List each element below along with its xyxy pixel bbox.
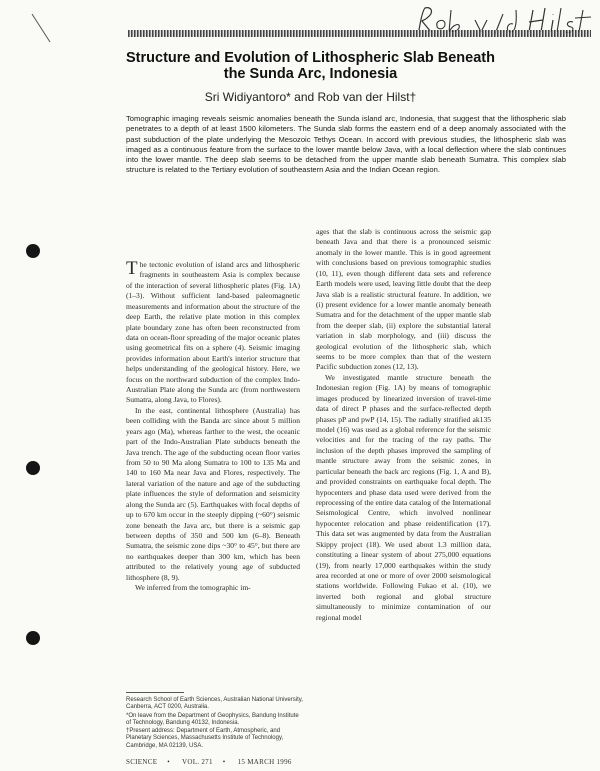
journal-date: 15 MARCH 1996	[237, 758, 292, 766]
drop-cap: T	[126, 260, 138, 279]
punch-hole	[26, 461, 40, 475]
journal-name: SCIENCE	[126, 758, 158, 766]
footnotes	[126, 697, 304, 751]
article-title: Structure and Evolution of Lithospheric Slab Beneath the Sunda Arc, Indonesia	[126, 50, 495, 82]
body-column-left	[126, 260, 300, 687]
footnote-on-leave: *On leave from the Department of Geophysics, Bandung Institute of Technology, Bandung 40132, Indonesia.	[126, 712, 299, 726]
page-footer: SCIENCE • VOL. 271 • 15 MARCH 1996	[126, 758, 292, 766]
body-column-right	[316, 227, 491, 759]
paragraph: ages that the slab is continuous across the seismic gap beneath Java and that there is a pronounced seismic anomaly in the lower mantle. This is in good agreement with conclusions based on previous tomographic studies (10, 11), even though different data sets and reference Earth models were used, leaving little doubt that the deep Java slab is a realistic structural feature. In addition, we (i) present evidence for a lower mantle anomaly beneath Sumatra and for the detachment of the upper mantle slab from the deeper slab, (ii) explore the substantial lateral variation in slab morphology, and (iii) discuss the geological evolution of the lithospheric slab, which seems to be more complex than that of the western Pacific subduction zones (12, 13).	[316, 227, 491, 372]
article-authors: Sri Widiyantoro* and Rob van der Hilst†	[204, 90, 417, 104]
paragraph: In the east, continental lithosphere (Australia) has been colliding with the Banda arc since about 5 million years ago (Ma), whereas farther to the west, the oceanic part of the Indo-Australian Plate subducts beneath the Java trench. The age of the subducting ocean floor varies from 50 to 90 Ma along Sumatra to 100 to 135 Ma and 140 to 160 Ma near Java and Flores, respectively. The lateral variation of the nature and age of the subducting plate influences the style of deformation and seismicity along the Sunda arc (5). Earthquakes with focal depths of up to 670 km occur in the steeply dipping (~60°) seismic zone beneath the Java arc, but there is a seismic gap between depths of 350 and 500 km (6–8). Beneath Sumatra, the seismic zone dips ~30° to 45°, but there are no earthquakes deeper than 300 km, which has been attributed to the relatively young age of subducted lithosphere (8, 9).	[126, 405, 300, 582]
journal-volume: VOL. 271	[181, 758, 213, 766]
footnote-rule	[126, 692, 184, 693]
article-abstract: Tomographic imaging reveals seismic anomalies beneath the Sunda island arc, Indonesia, that suggest that the lithospheric slab penetrates to a depth of at least 1500 kilometers. The Sunda slab forms the eastern end of a deep anomaly associated with the past subduction of the plate underlying the Mesozoic Tethys Ocean. In accord with previous studies, the lithospheric slab was imaged as a continuous feature from the surface to the lower mantle below Java, with a local deflection where the slab continues into the lower mantle. The deep slab seems to be detached from the upper mantle slab beneath Sumatra. This complex slab structure is related to the Tertiary evolution of southeastern Asia and the Indian Ocean region.	[126, 114, 566, 175]
paragraph: We investigated mantle structure beneath the Indonesian region (Fig. 1A) by means of tomographic images produced by linearized inversion of travel-time data of direct P phases and the surface-reflected depth phases pP and pwP (14, 15). The radially stratified ak135 model (16) was used as a global reference for the seismic velocities and for the tracing of the ray paths. The inclusion of the depth phases improved the sampling of mantle structure away from the seismic zones, in particular beneath the back arc regions (Fig. 1, A and B), and provided constraints on earthquake focal depth. The hypocenters and phase data used were derived from the reprocessing of the entire data catalog of the International Seismological Centre, which involved nonlinear hypocenter relocation and phase reidentification (17). This data set was augmented by data from the Australian Skippy project (18). We used about 1.3 million data, constituting a linear system of about 275,000 equations (19), from nearly 17,000 earthquakes within the study area recorded at one or more of over 2000 seismological stations worldwide. Following Fukao et al. (10), we inverted both regional and global structure simultaneously to minimize contamination of our regional model	[316, 372, 491, 622]
punch-hole	[26, 244, 40, 258]
scan-mark	[30, 12, 54, 46]
paragraph: The tectonic evolution of island arcs and lithospheric fragments in southeastern Asia is complex because of the interaction of several lithospheric plates (Fig. 1A) (1–3). Without sufficient land-based paleomagnetic measurements and information about the structure of the deep Earth, the relative plate motion in this complex plate boundary zone has often been reconstructed from data on ocean-floor spreading of the major oceanic plates using geometrical fits on a sphere (4). Seismic imaging provides information about Earth's interior structure that helps understanding of the geological history. Here, we focus on the northward subduction of the complex Indo-Australian Plate along the Sunda arc (from northwestern Sumatra, along Java, to Flores).	[126, 260, 300, 405]
punch-hole	[26, 631, 40, 645]
paragraph: We inferred from the tomographic im-	[135, 583, 251, 593]
footnote-affiliation: Research School of Earth Sciences, Australian National University, Canberra, ACT 0200, Australia.	[126, 697, 303, 711]
footnote-present-address: †Present address: Department of Earth, Atmospheric, and Planetary Sciences, Massachusetts Institute of Technology, Cambridge, MA 02139, USA.	[126, 728, 284, 749]
header-rule	[128, 30, 591, 37]
